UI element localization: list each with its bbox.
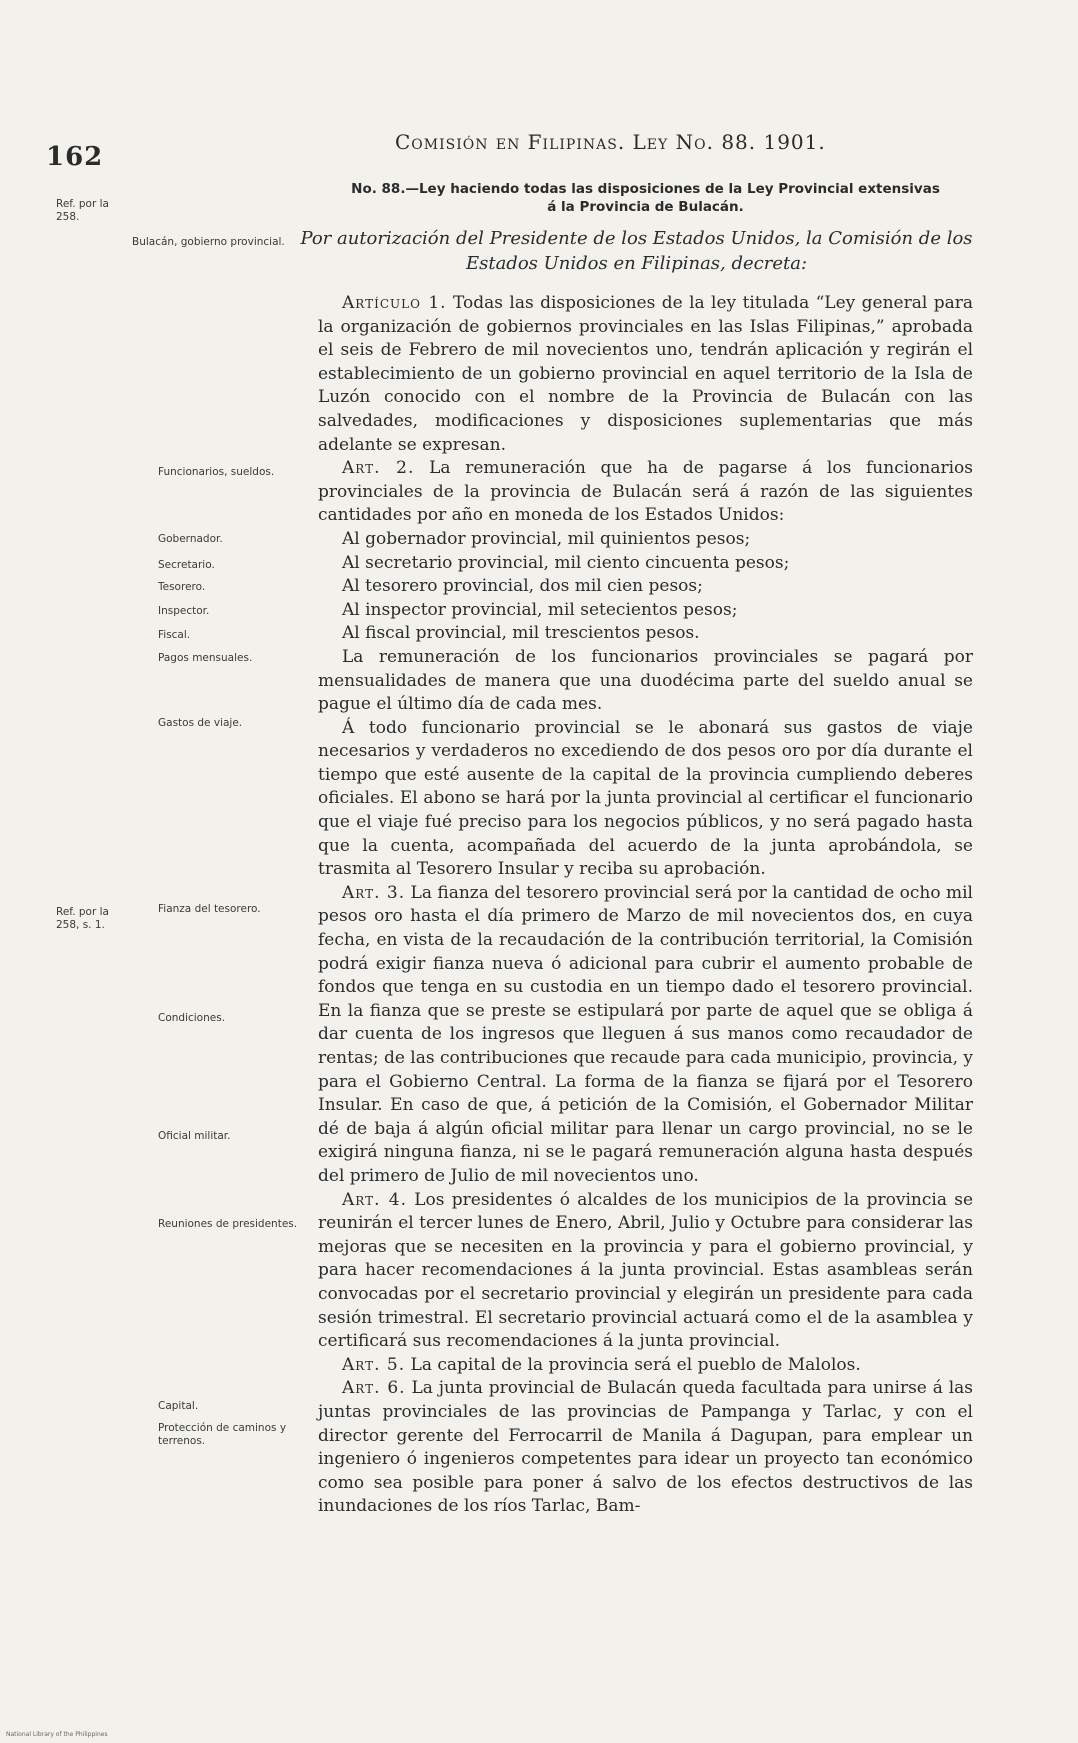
salary-fiscal: Al fiscal provincial, mil trescientos pesos. xyxy=(342,623,700,644)
travel-expenses-paragraph: Á todo funcionario provincial se le abonará sus gastos de viaje necesarios y verdaderos no excediendo de dos pesos oro por día durante el tiempo que esté ausente de la capital de la provincia cumpliendo deberes oficiales. El abono se hará por la junta provincial al certificar el funcionario que el viaje fué preciso para los negocios públicos, y no será pagado hasta que la cuenta, acompañada del acuerdo de la junta aprobándola, se trasmita al Tesorero Insular y reciba su aprobación. xyxy=(318,717,973,880)
article-6-text: La junta provincial de Bulacán queda facultada para unirse á las juntas provinciales de las provincias de Pampanga y Tarlac, y con el director gerente del Ferrocarril de Manila á Dagupan, para emplear un ingeniero ó ingenieros competentes para idear un proyecto tan económico como sea posible para poner á salvo de los efectos destructivos de las inundaciones de los ríos Tarlac, Bam- xyxy=(318,1378,973,1517)
margin-proteccion: Protección de caminos y terrenos. xyxy=(158,1422,287,1447)
margin-capital: Capital. xyxy=(158,1400,199,1412)
monthly-payment-paragraph: La remuneración de los funcionarios provinciales se pagará por mensualidades de manera que una duodécima parte del sueldo anual se pague el último día de cada mes. xyxy=(318,646,973,715)
margin-condiciones: Condiciones. xyxy=(158,1012,226,1024)
margin-tesorero: Tesorero. xyxy=(158,581,206,593)
margin-secretario: Secretario. xyxy=(158,559,215,571)
law-heading xyxy=(318,180,973,216)
law-heading-line-1: No. 88.—Ley haciendo todas las disposiciones de la Ley Provincial extensivas xyxy=(351,181,940,197)
article-1 xyxy=(318,292,973,457)
article-3-label: Art. 3. xyxy=(342,882,406,903)
article-5-label: Art. 5. xyxy=(342,1354,406,1375)
salary-secretario: Al secretario provincial, mil ciento cincuenta pesos; xyxy=(342,552,790,573)
margin-ref-2: Ref. por la 258, s. 1. xyxy=(56,906,109,931)
enacting-clause: Por autorización del Presidente de los Estados Unidos, la Comisión de los Estados Unidos en Filipinas, decreta: xyxy=(300,228,973,274)
margin-funcionarios: Funcionarios, sueldos. xyxy=(158,466,275,478)
margin-fiscal: Fiscal. xyxy=(158,629,191,641)
page-number: 162 xyxy=(46,142,104,172)
article-4-label: Art. 4. xyxy=(342,1189,407,1210)
salary-inspector: Al inspector provincial, mil setecientos pesos; xyxy=(342,599,738,620)
law-body xyxy=(318,292,973,1519)
article-3-text: La fianza del tesorero provincial será por la cantidad de ocho mil pesos oro hasta el día primero de Marzo de mil novecientos dos, en cuya fecha, en vista de la recaudación de la contribución territorial, la Comisión podrá exigir fianza nueva ó adicional para cubrir el aumento probable de fondos que tenga en su custodia en un tiempo dado el tesorero provincial. En la fianza que se preste se estipulará por parte de aquel que se obliga á dar cuenta de los ingresos que lleguen á sus manos como recaudador de rentas; de las contribuciones que recaude para cada municipio, provincia, y para el Gobierno Central. La forma de la fianza se fijará por el Tesorero Insular. En caso de que, á petición de la Comisión, el Gobernador Militar dé de baja á algún oficial militar para llenar un cargo provincial, no se le exigirá ninguna fianza, ni se le pagará remuneración alguna hasta después del primero de Julio de mil novecientos uno. xyxy=(318,882,973,1186)
margin-inspector: Inspector. xyxy=(158,605,210,617)
salary-gobernador: Al gobernador provincial, mil quinientos pesos; xyxy=(342,528,751,549)
margin-oficial: Oficial militar. xyxy=(158,1130,231,1142)
article-1-text: Todas las disposiciones de la ley titulada “Ley general para la organización de gobiernos provinciales en las Islas Filipinas,” aprobada el seis de Febrero de mil novecientos uno, tendrán aplicación y regirán el establecimiento de un gobierno provincial en aquel territorio de la Isla de Luzón conocido con el nombre de la Provincia de Bulacán con las salvedades, modificaciones y disposiciones suplementarias que más adelante se expresan. xyxy=(318,293,973,455)
article-4 xyxy=(318,1189,973,1354)
article-3 xyxy=(318,882,973,1189)
salary-tesorero: Al tesorero provincial, dos mil cien pesos; xyxy=(342,576,703,597)
margin-reuniones: Reuniones de presidentes. xyxy=(158,1218,298,1230)
article-2-text: La remuneración que ha de pagarse á los funcionarios provinciales de la provincia de Bulacán será á razón de las siguientes cantidades por año en moneda de los Estados Unidos: xyxy=(318,458,973,526)
article-5 xyxy=(318,1354,973,1378)
margin-gobernador: Gobernador. xyxy=(158,533,223,545)
article-4-text: Los presidentes ó alcaldes de los municipios de la provincia se reunirán el tercer lunes de Enero, Abril, Julio y Octubre para considerar las mejoras que se necesiten en la provincia y para el gobierno provincial, y para hacer recomendaciones á la junta provincial. Estas asambleas serán convocadas por el secretario provincial y elegirán un presidente para cada sesión trimestral. El secretario provincial actuará como el de la asamblea y certificará sus recomendaciones á la junta provincial. xyxy=(318,1189,974,1352)
scan-footer: National Library of the Philippines xyxy=(6,1731,108,1738)
law-heading-line-2: á la Provincia de Bulacán. xyxy=(547,199,744,215)
article-2-label: Art. 2. xyxy=(342,458,415,479)
running-head: Comisión en Filipinas. Ley No. 88. 1901. xyxy=(395,130,826,154)
article-6 xyxy=(318,1377,973,1519)
margin-bulacan: Bulacán, gobierno provincial. xyxy=(132,236,285,248)
article-1-label: Artículo 1. xyxy=(342,293,447,313)
margin-gastos: Gastos de viaje. xyxy=(158,717,243,729)
article-2 xyxy=(318,457,973,528)
margin-pagos: Pagos mensuales. xyxy=(158,652,253,664)
article-6-label: Art. 6. xyxy=(342,1378,406,1399)
margin-ref-1: Ref. por la 258. xyxy=(56,198,109,223)
margin-fianza: Fianza del tesorero. xyxy=(158,903,261,915)
article-5-text: La capital de la provincia será el pueblo de Malolos. xyxy=(410,1354,861,1375)
